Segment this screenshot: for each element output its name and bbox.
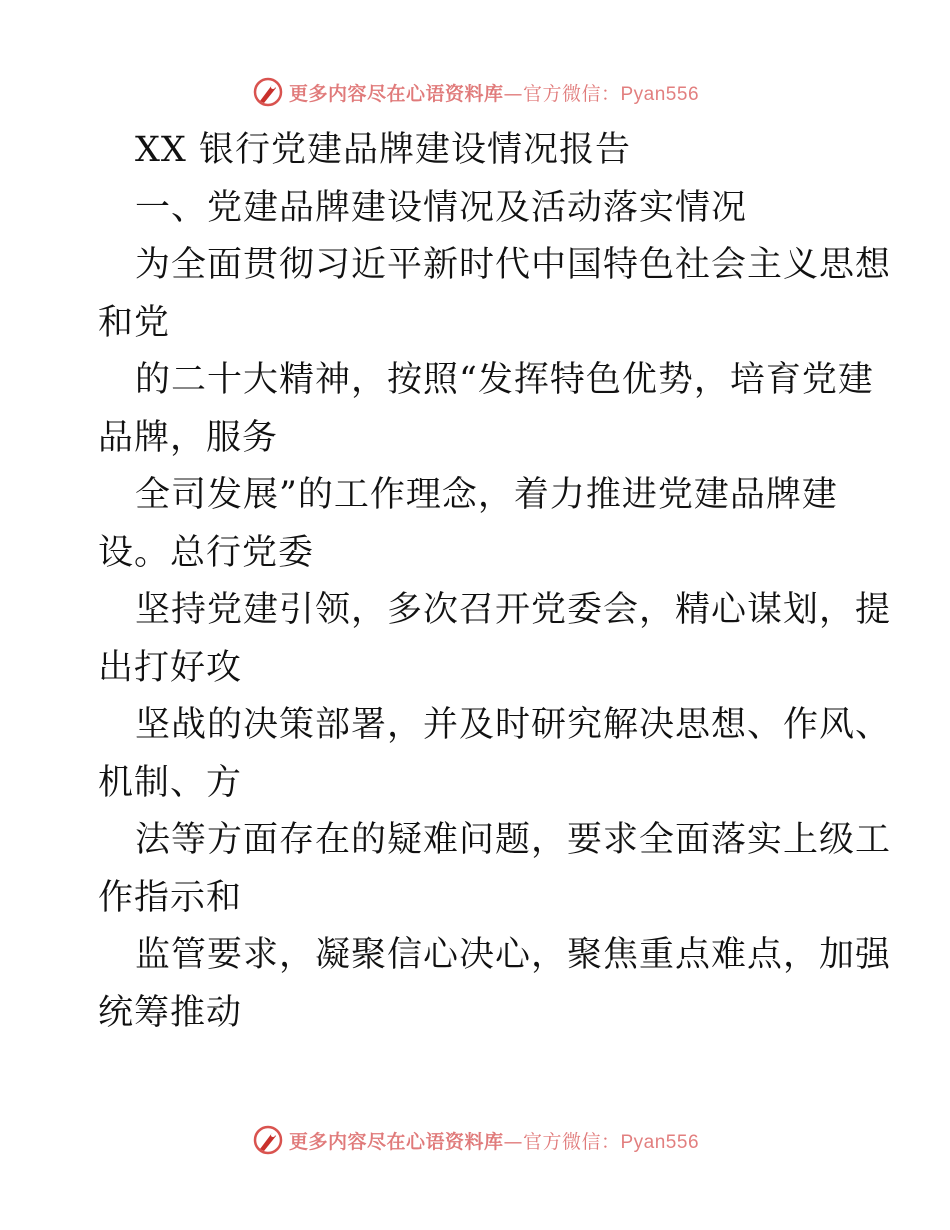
paragraph-line: 为全面贯彻习近平新时代中国特色社会主义思想 (135, 245, 892, 285)
pen-nib-circle-icon (251, 1123, 285, 1157)
paragraph-line: 机制、方 (98, 762, 243, 803)
document-body (98, 122, 892, 1042)
paragraph-line: 坚持党建引领，多次召开党委会，精心谋划，提 (135, 590, 892, 630)
watermark-sep: —官方微信： (503, 1130, 621, 1153)
pen-nib-circle-icon (251, 75, 285, 109)
watermark-text (289, 1127, 699, 1154)
paragraph-line: 出打好攻 (98, 647, 243, 688)
paragraph-line: 和党 (98, 302, 171, 343)
watermark-id: Pyan556 (620, 1131, 700, 1153)
footer-watermark (0, 1120, 950, 1160)
section-heading: 一、党建品牌建设情况及活动落实情况 (135, 187, 748, 228)
header-watermark (0, 72, 950, 112)
watermark-main: 更多内容尽在心语资料库 (288, 82, 504, 105)
watermark-sep: —官方微信： (503, 82, 621, 105)
paragraph-line: 坚战的决策部署，并及时研究解决思想、作风、 (135, 705, 892, 745)
watermark-main: 更多内容尽在心语资料库 (288, 1130, 504, 1153)
watermark-id: Pyan556 (620, 83, 700, 105)
paragraph-line: 品牌，服务 (98, 417, 279, 458)
watermark-text (289, 79, 699, 106)
paragraph-line: 的二十大精神，按照“发挥特色优势，培育党建 (135, 360, 874, 400)
paragraph-line: 全司发展”的工作理念，着力推进党建品牌建 (135, 475, 838, 515)
paragraph-line: 作指示和 (98, 877, 243, 918)
paragraph-line: 法等方面存在的疑难问题，要求全面落实上级工 (135, 820, 892, 860)
paragraph-line: 统筹推动 (98, 992, 243, 1033)
paragraph-line: 监管要求，凝聚信心决心，聚焦重点难点，加强 (135, 935, 892, 975)
paragraph-line: 设。总行党委 (98, 532, 315, 573)
document-title: XX 银行党建品牌建设情况报告 (135, 130, 631, 170)
